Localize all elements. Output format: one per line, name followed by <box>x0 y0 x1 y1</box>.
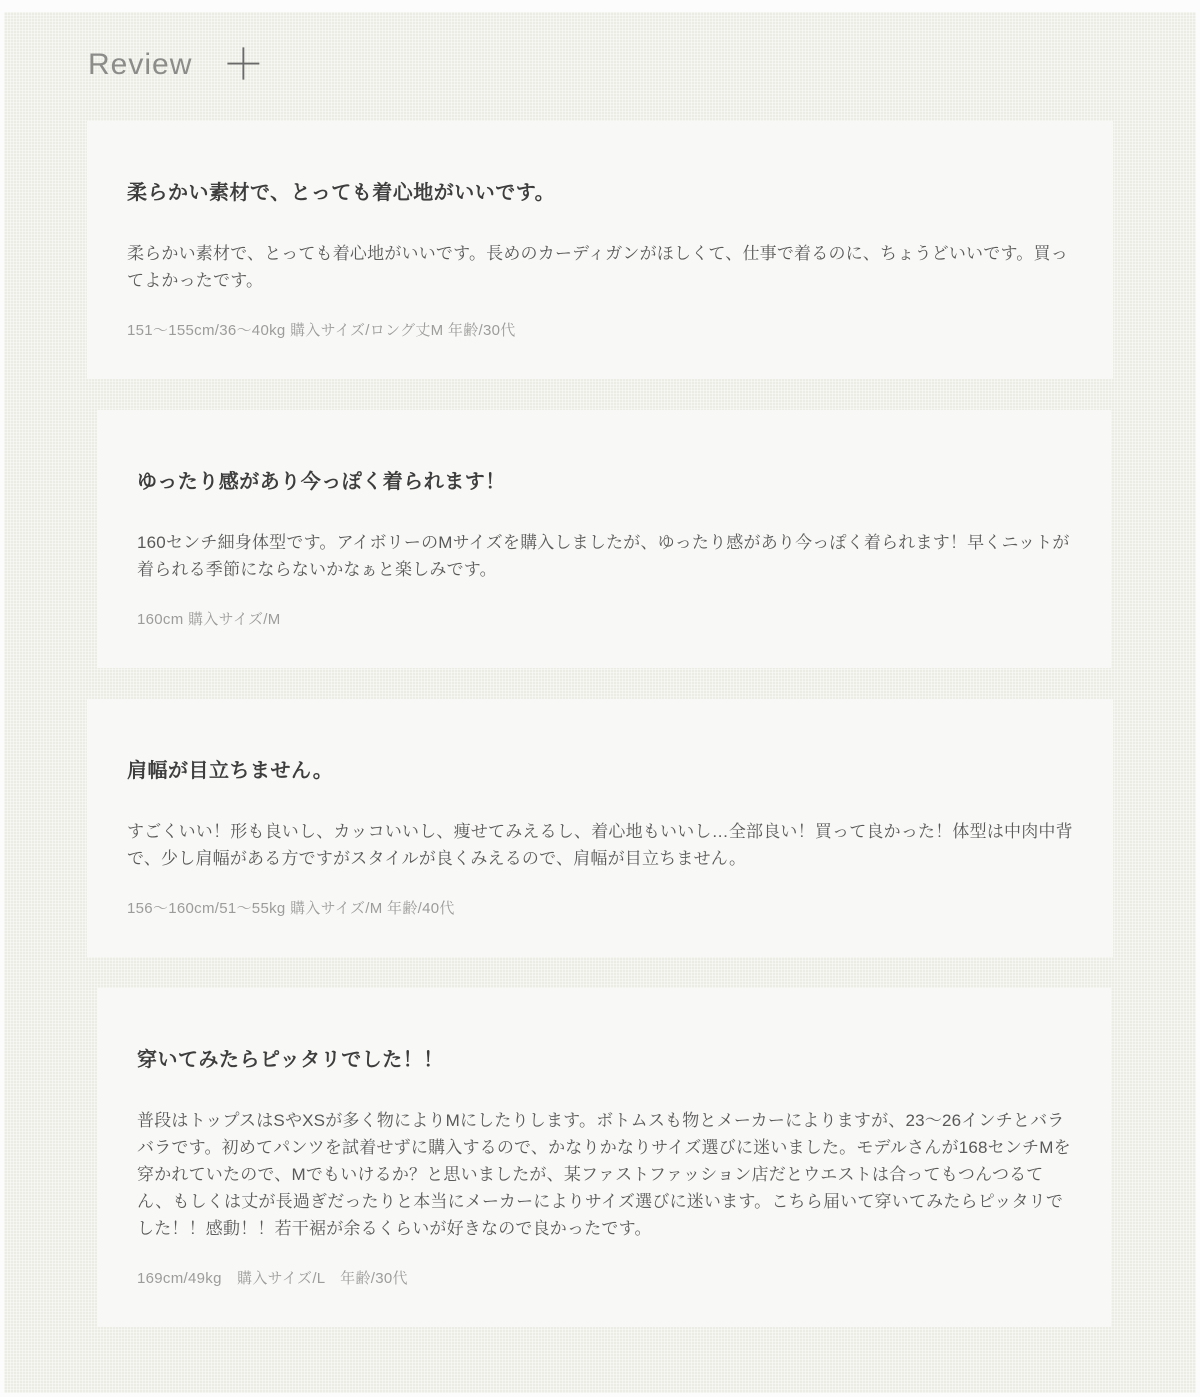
review-title: 穿いてみたらピッタリでした！！ <box>137 1049 444 1071</box>
review-card <box>87 121 1113 379</box>
section-header <box>88 41 1196 88</box>
section-title: Review <box>88 48 193 81</box>
review-body: 160センチ細身体型です。アイボリーのMサイズを購入しましたが、ゆったり感があり今っぽく着られます！早くニットが着られる季節にならないかなぁと楽しみです。 <box>137 533 1070 579</box>
review-title: 柔らかい素材で、とっても着心地がいいです。 <box>127 182 556 204</box>
reviewer-info: 151～155cm/36～40kg 購入サイズ/ロング丈M 年齢/30代 <box>127 322 516 339</box>
review-card <box>87 699 1113 957</box>
expand-reviews-button[interactable] <box>222 41 265 88</box>
review-body: すごくいい！形も良いし、カッコいいし、痩せてみえるし、着心地もいいし…全部良い！買って良かった！体型は中肉中背で、少し肩幅がある方ですがスタイルが良くみえるので、肩幅が目立ちません。 <box>127 822 1073 868</box>
reviewer-info: 160cm 購入サイズ/M <box>137 611 281 628</box>
review-title: 肩幅が目立ちません。 <box>127 760 334 782</box>
review-card <box>97 988 1111 1327</box>
reviewer-info: 156～160cm/51～55kg 購入サイズ/M 年齢/40代 <box>127 900 455 917</box>
plus-icon: ＋ <box>222 41 265 88</box>
review-body: 柔らかい素材で、とっても着心地がいいです。長めのカーディガンがほしくて、仕事で着るのに、ちょうどいいです。買ってよかったです。 <box>127 244 1068 290</box>
review-list <box>4 121 1196 1327</box>
review-title: ゆったり感があり今っぽく着られます！ <box>137 471 506 493</box>
review-section <box>4 12 1196 1393</box>
review-body: 普段はトップスはSやXSが多く物によりMにしたりします。ボトムスも物とメーカーによりますが、23～26インチとバラバラです。初めてパンツを試着せずに購入するので、かなりかなりサイズ選びに迷いました。モデルさんが168センチMを穿かれていたので、Mでもいけるか？と思いましたが、某ファストファッション店だとウエストは合ってもつんつるてん、もしくは丈が長過ぎだったりと本当にメーカーによりサイズ選びに迷います。こちら届いて穿いてみたらピッタリでした！！感動！！若干裾が余るくらいが好きなので良かったです。 <box>137 1111 1071 1238</box>
review-card <box>97 410 1111 668</box>
reviewer-info: 169cm/49kg 購入サイズ/L 年齢/30代 <box>137 1270 408 1287</box>
